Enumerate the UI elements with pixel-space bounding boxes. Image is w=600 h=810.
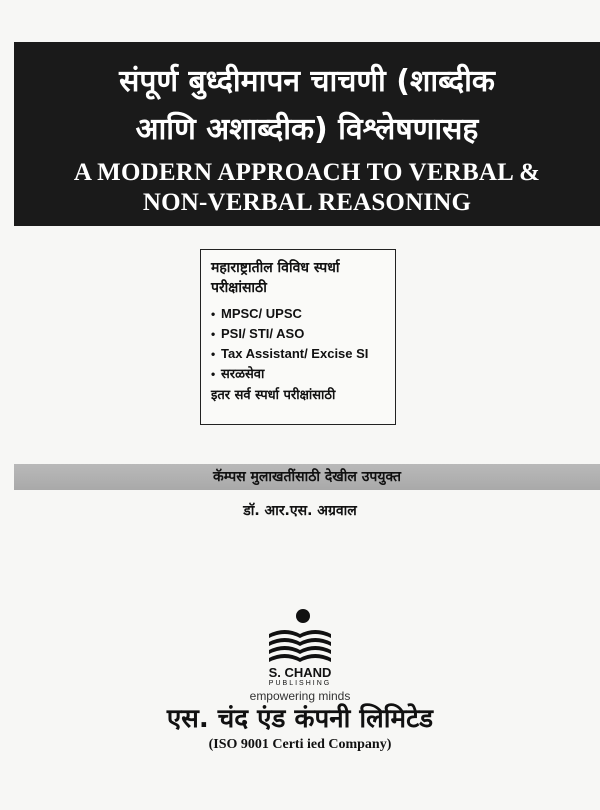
publisher-tagline: empowering minds [249, 689, 351, 703]
book-logo-icon [265, 606, 335, 666]
exam-list [211, 304, 389, 384]
list-item: • Tax Assistant/ Excise SI [211, 344, 389, 364]
title-marathi-line2: आणि अशाब्दीक) विश्लेषणासह [135, 112, 479, 147]
list-item: • सरळसेवा [211, 364, 389, 384]
bullet-icon: • [211, 347, 216, 361]
exam-box-heading: महाराष्ट्रातील विविध स्पर्धा परीक्षांसाठी [211, 260, 340, 296]
list-item: • PSI/ STI/ ASO [211, 324, 389, 344]
publisher-brand-sub: PUBLISHING [268, 680, 332, 687]
title-english-line1: A MODERN APPROACH TO VERBAL & [73, 159, 541, 186]
list-item: • MPSC/ UPSC [211, 304, 389, 324]
title-marathi-line1: संपूर्ण बुध्दीमापन चाचणी (शाब्दीक [119, 64, 495, 99]
certification-note: (ISO 9001 Certi ied Company) [208, 737, 392, 752]
bullet-icon: • [211, 327, 216, 341]
bullet-icon: • [211, 367, 216, 381]
publisher-brand: S. CHAND [268, 665, 332, 680]
author-name: डॉ. आर.एस. अग्रवाल [243, 503, 357, 519]
publisher-name: एस. चंद एंड कंपनी लिमिटेड [166, 704, 434, 734]
exam-box-footer: इतर सर्व स्पर्धा परीक्षांसाठी [211, 388, 336, 403]
title-english-line2: NON-VERBAL REASONING [142, 189, 472, 216]
exam-list-box [200, 249, 396, 425]
title-banner [14, 42, 600, 226]
campus-note-band [14, 464, 600, 490]
campus-note: कॅम्पस मुलाखतींसाठी देखील उपयुक्त [213, 469, 401, 485]
bullet-icon: • [211, 307, 216, 321]
